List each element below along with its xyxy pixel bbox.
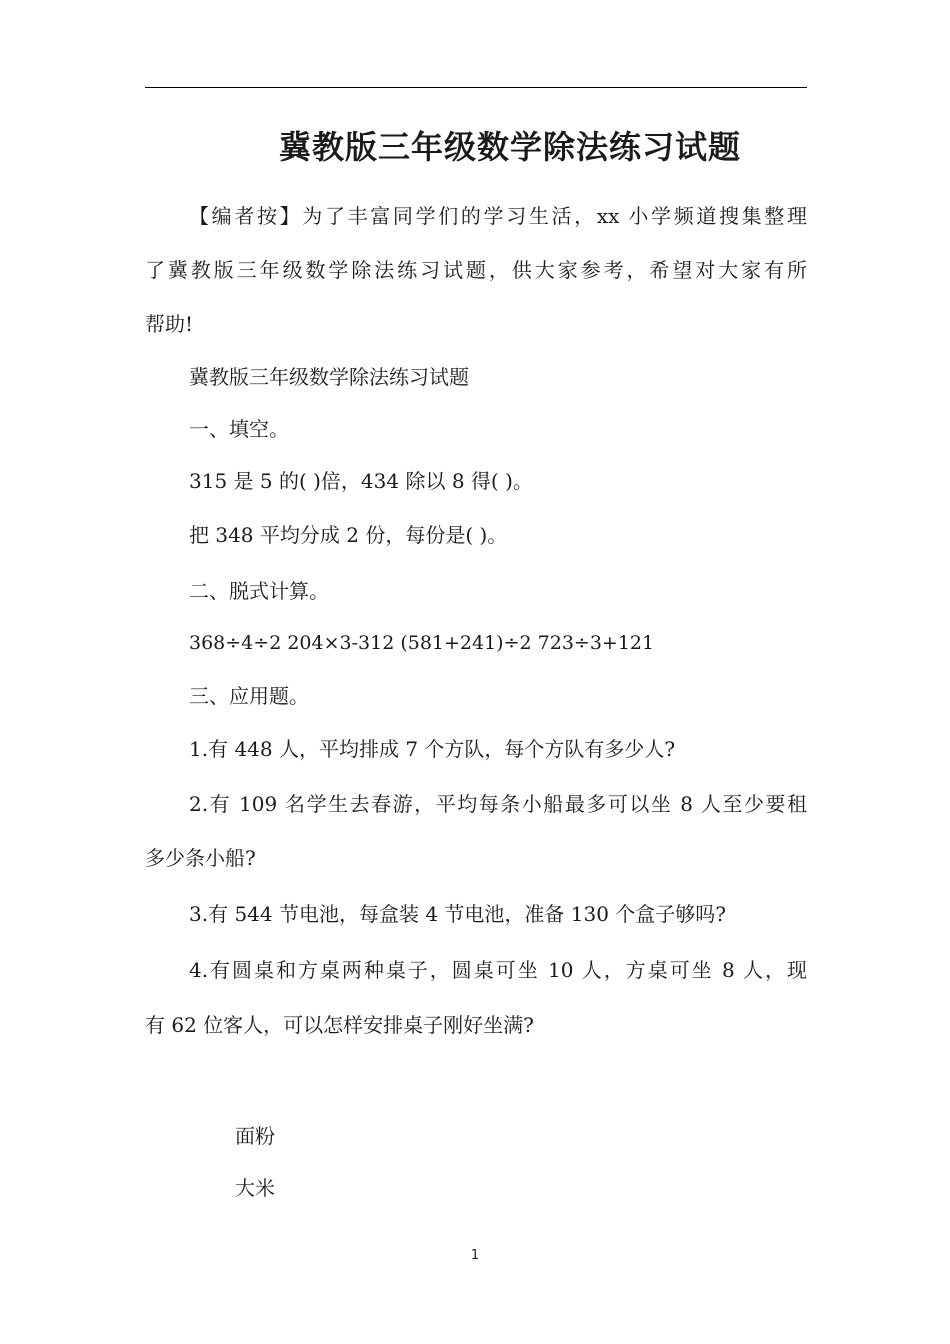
question-4-line-2: 有 62 位客人，可以怎样安排桌子刚好坐满?	[145, 1013, 534, 1037]
section3-question-1: 1.有 448 人，平均排成 7 个方队，每个方队有多少人?	[189, 737, 676, 761]
section3-question-2	[145, 791, 807, 817]
subtitle: 冀教版三年级数学除法练习试题	[189, 365, 469, 389]
intro-paragraph	[145, 203, 807, 229]
document-title: 冀教版三年级数学除法练习试题	[278, 128, 741, 166]
extra-item-1: 面粉	[235, 1124, 275, 1148]
intro-line-3: 帮助!	[145, 312, 194, 336]
section2-heading: 二、脱式计算。	[189, 579, 329, 603]
question-2-line-2: 多少条小船?	[145, 846, 256, 870]
intro-paragraph-end	[145, 311, 807, 337]
section3-heading: 三、应用题。	[189, 684, 309, 708]
extra-item-2: 大米	[235, 1176, 275, 1200]
section3-question-2-cont	[145, 845, 807, 871]
question-2-line-1: 2.有 109 名学生去春游，平均每条小船最多可以坐 8 人至少要租	[189, 792, 807, 816]
intro-line-1: 【编者按】为了丰富同学们的学习生活，xx 小学频道搜集整理	[189, 204, 807, 228]
intro-paragraph-cont	[145, 257, 807, 283]
intro-line-2: 了冀教版三年级数学除法练习试题，供大家参考，希望对大家有所	[145, 258, 807, 282]
section1-heading: 一、填空。	[189, 417, 289, 441]
section1-item-2: 把 348 平均分成 2 份，每份是( )。	[189, 523, 508, 547]
header-rule	[145, 87, 807, 88]
section1-item-1: 315 是 5 的( )倍，434 除以 8 得( )。	[189, 469, 533, 493]
question-4-line-1: 4.有圆桌和方桌两种桌子，圆桌可坐 10 人，方桌可坐 8 人，现	[189, 958, 807, 982]
section3-question-4-cont	[145, 1012, 807, 1038]
page-number: 1	[470, 1248, 480, 1263]
section3-question-3: 3.有 544 节电池，每盒装 4 节电池，准备 130 个盒子够吗?	[189, 902, 727, 926]
section2-item-1: 368÷4÷2 204×3-312 (581+241)÷2 723÷3+121	[189, 632, 655, 654]
section3-question-4	[145, 957, 807, 983]
